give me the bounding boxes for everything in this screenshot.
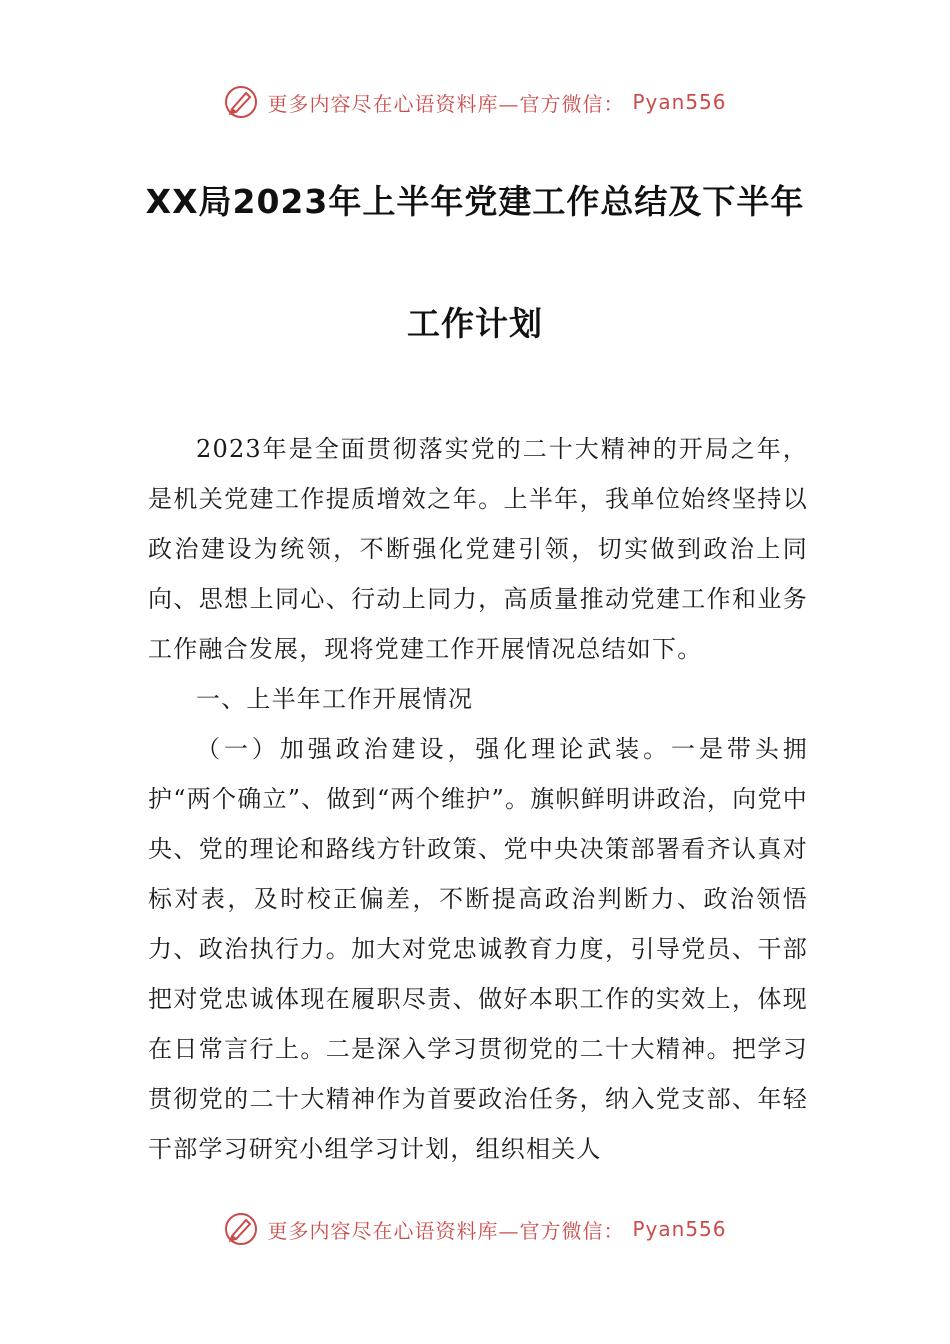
document-title-line-1: XX局2023年上半年党建工作总结及下半年 — [145, 182, 805, 221]
watermark-wechat-id: Pyan556 — [632, 90, 727, 114]
watermark-text: 更多内容尽在心语资料库—官方微信： — [267, 1218, 625, 1243]
document-title-line-2: 工作计划 — [407, 304, 543, 343]
section-heading: 一、上半年工作开展情况 — [196, 685, 474, 713]
watermark-footer — [0, 1211, 950, 1247]
paragraph-political-building: （一）加强政治建设，强化理论武装。一是带头拥护“两个确立”、做到“两个维护”。旗帜鲜明讲政治，向党中央、党的理论和路线方针政策、党中央决策部署看齐认真对标对表，及时校正偏差，不断提高政治判断力、政治领悟力、政治执行力。加大对党忠诚教育力度，引导党员、干部把对党忠诚体现在履职尽责、做好本职工作的实效上，体现在日常言行上。二是深入学习贯彻党的二十大精神。把学习贯彻党的二十大精神作为首要政治任务，纳入党支部、年轻干部学习研究小组学习计划，组织相关人 — [148, 735, 808, 1163]
pen-logo-icon — [223, 1211, 259, 1247]
paragraph-intro: 2023年是全面贯彻落实党的二十大精神的开局之年，是机关党建工作提质增效之年。上半年，我单位始终坚持以政治建设为统领，不断强化党建引领，切实做到政治上同向、思想上同心、行动上同力，高质量推动党建工作和业务工作融合发展，现将党建工作开展情况总结如下。 — [148, 435, 808, 663]
watermark-wechat-id: Pyan556 — [632, 1217, 727, 1241]
watermark-header — [0, 84, 950, 120]
pen-logo-icon — [223, 84, 259, 120]
watermark-text: 更多内容尽在心语资料库—官方微信： — [267, 91, 625, 116]
document-body — [148, 424, 808, 1174]
